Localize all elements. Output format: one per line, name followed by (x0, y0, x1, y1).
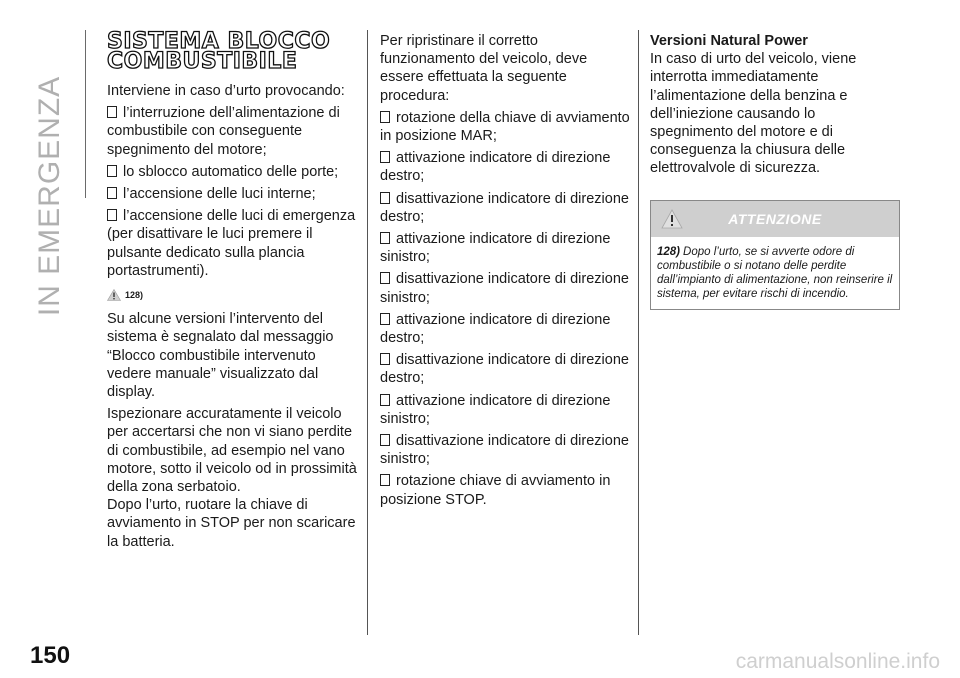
list-item: l’interruzione dell’alimentazione di combustibile con conseguente spegnimento del motore; (107, 105, 340, 158)
checkbox-bullet-icon (107, 187, 117, 199)
list-item: disattivazione indicatore di direzione sinistro; (380, 271, 629, 306)
checkbox-bullet-icon (380, 192, 390, 204)
paragraph: Ispezionare accuratamente il veicolo per accertarsi che non vi siano perdite di combustibile, ad esempio nel vano motore, sotto il veicolo od in prossimità della zona serbatoio. (107, 406, 357, 496)
column-1 (107, 29, 362, 551)
list-item: attivazione indicatore di direzione sinistro; (380, 231, 611, 266)
checkbox-bullet-icon (107, 165, 117, 177)
list-item: l’accensione delle luci interne; (107, 185, 362, 203)
warning-triangle-icon (661, 209, 683, 229)
paragraph: Dopo l’urto, ruotare la chiave di avviamento in STOP per non scaricare la batteria. (107, 497, 356, 550)
checkbox-bullet-icon (380, 151, 390, 163)
heading-line-1: SISTEMA BLOCCO (107, 29, 331, 54)
attention-box (650, 200, 900, 310)
warning-triangle-icon (107, 289, 121, 301)
watermark: carmanualsonline.info (735, 650, 940, 673)
reference-number: 128) (125, 290, 144, 301)
list-item: l’accensione delle luci di emergenza (per disattivare le luci premere il pulsante dedicato sulla plancia portastrumenti). (107, 208, 356, 279)
attention-text: Dopo l’urto, se si avverte odore di combustibile o si notano delle perdite dall’impianto di alimentazione, non reinserire il sistema, per evitare rischi di incendio. (657, 245, 893, 300)
section-heading (107, 29, 362, 74)
list-item: attivazione indicatore di direzione destro; (380, 150, 611, 185)
checkbox-bullet-icon (107, 209, 117, 221)
list-item: rotazione chiave di avviamento in posizione STOP. (380, 473, 611, 508)
column-3 (650, 32, 902, 310)
list-item: rotazione della chiave di avviamento in posizione MAR; (380, 109, 630, 145)
subheading: Versioni Natural Power (650, 33, 808, 49)
checkbox-bullet-icon (380, 313, 390, 325)
checkbox-bullet-icon (380, 434, 390, 446)
checkbox-bullet-icon (380, 394, 390, 406)
column-divider-2 (638, 30, 639, 635)
list-item: lo sblocco automatico delle porte; (107, 163, 362, 181)
attention-label: ATTENZIONE (728, 210, 822, 227)
attention-body (651, 237, 899, 309)
intro-text: Interviene in caso d’urto provocando: (107, 83, 345, 99)
procedure-intro: Per ripristinare il corretto funzionamento del veicolo, deve essere effettuata la seguente procedura: (380, 33, 588, 104)
checkbox-bullet-icon (380, 272, 390, 284)
list-item: attivazione indicatore di direzione sinistro; (380, 392, 611, 427)
checkbox-bullet-icon (380, 111, 390, 123)
checkbox-bullet-icon (107, 106, 117, 118)
checkbox-bullet-icon (380, 232, 390, 244)
list-item: disattivazione indicatore di direzione sinistro; (380, 433, 629, 468)
checkbox-bullet-icon (380, 474, 390, 486)
heading-line-2: COMBUSTIBILE (107, 49, 298, 74)
list-item: disattivazione indicatore di direzione destro; (380, 352, 629, 387)
page-number: 150 (30, 642, 71, 669)
column-divider-1 (367, 30, 368, 635)
warning-reference (107, 286, 362, 304)
column-2 (380, 32, 630, 513)
attention-header (651, 201, 899, 237)
list-item: attivazione indicatore di direzione destro; (380, 311, 611, 347)
side-divider (85, 30, 86, 198)
paragraph: Su alcune versioni l’intervento del sistema è segnalato dal messaggio “Blocco combustibile intervenuto vedere manuale” visualizzato dal display. (107, 311, 334, 401)
section-side-title: IN EMERGENZA (33, 75, 66, 317)
checkbox-bullet-icon (380, 353, 390, 365)
list-item: disattivazione indicatore di direzione destro; (380, 190, 629, 225)
attention-number: 128) (657, 245, 681, 258)
paragraph: In caso di urto del veicolo, viene interrotta immediatamente l’alimentazione della benzina e dell’iniezione causando lo spegnimento del motore e di conseguenza la chiusura delle elettrovalvole di sicurezza. (650, 51, 857, 177)
